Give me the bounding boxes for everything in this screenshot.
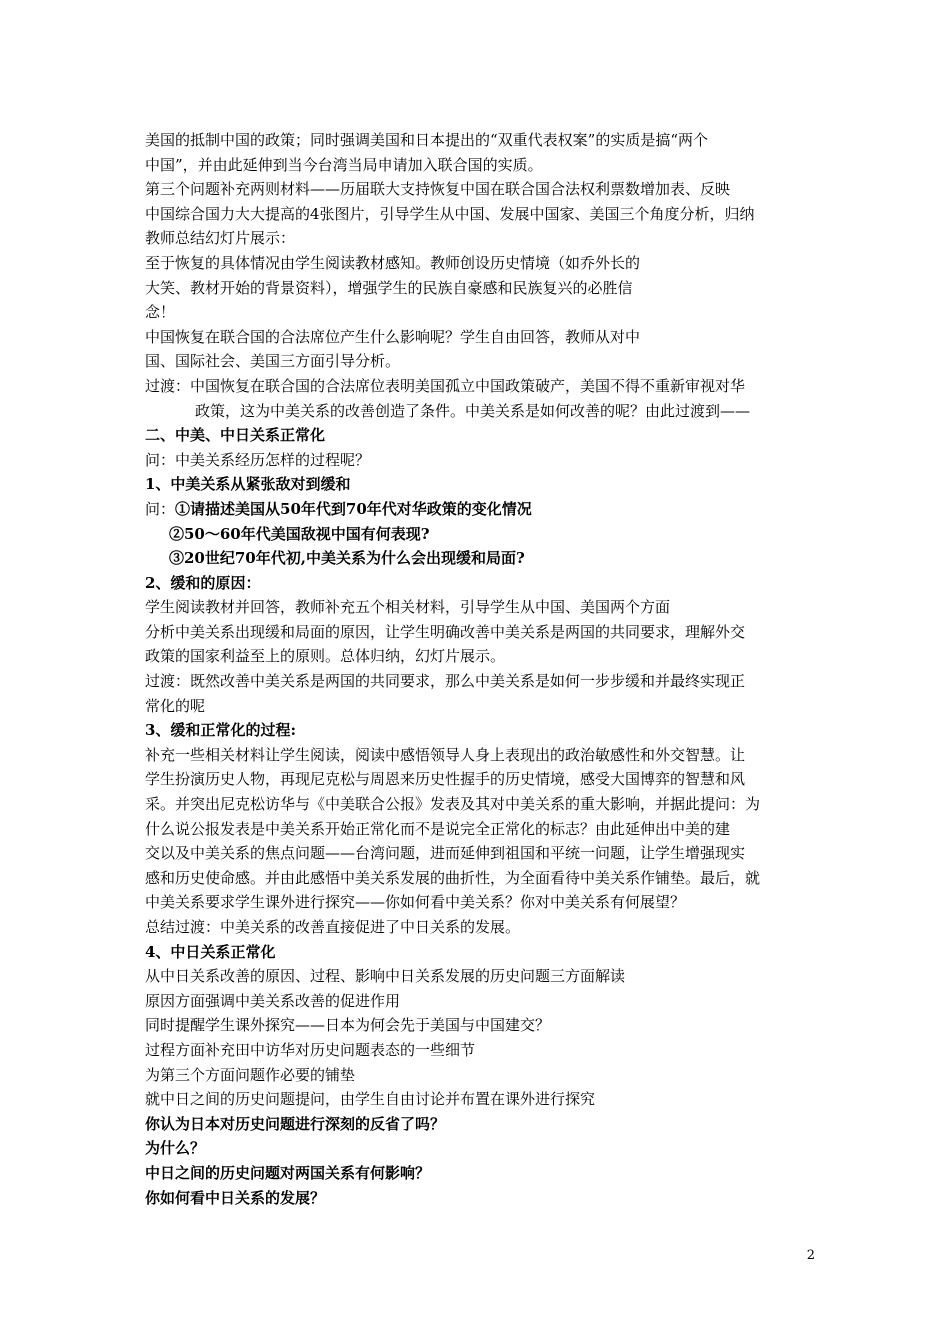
text-line: 中国恢复在联合国的合法席位产生什么影响呢？学生自由回答，教师从对中: [145, 327, 641, 346]
line-prefix: 问：: [145, 499, 176, 518]
heading-line: 你如何看中日关系的发展？: [145, 1188, 326, 1207]
text-line: 美国的抵制中国的政策；同时强调美国和日本提出的“双重代表权案”的实质是搞“两个: [145, 131, 709, 149]
heading-line: 为什么？: [145, 1139, 206, 1158]
heading-line: 中日之间的历史问题对两国关系有何影响？: [145, 1163, 431, 1182]
text-line: 补充一些相关材料让学生阅读，阅读中感悟领导人身上表现出的政治敏感性和外交智慧。让: [145, 745, 746, 764]
text-line: 大笑、教材开始的背景资料），增强学生的民族自豪感和民族复兴的必胜信: [145, 278, 633, 297]
text-line: 第三个问题补充两则材料——历届联大支持恢复中国在联合国合法权利票数增加表、反映: [145, 180, 731, 199]
text-line: 政策，这为中美关系的改善创造了条件。中美关系是如何改善的呢？由此过渡到——: [195, 401, 751, 420]
text-line: 过渡：中国恢复在联合国的合法席位表明美国孤立中国政策破产，美国不得不重新审视对华: [145, 376, 746, 395]
text-line: 从中日关系改善的原因、过程、影响中日关系发展的历史问题三方面解读: [145, 967, 626, 986]
heading-line: 二、中美、中日关系正常化: [145, 426, 326, 445]
text-line: 问：中美关系经历怎样的过程呢？: [145, 450, 371, 469]
page-number: 2: [806, 1248, 815, 1263]
heading-line: 1、中美关系从紧张敌对到缓和: [145, 475, 351, 494]
text-line: 常化的呢: [145, 696, 206, 715]
text-line: 学生扮演历史人物，再现尼克松与周恩来历史性握手的历史情境，感受大国博弈的智慧和风: [145, 770, 746, 789]
heading-line: 2、缓和的原因：: [145, 573, 261, 592]
text-line: 学生阅读教材并回答，教师补充五个相关材料，引导学生从中国、美国两个方面: [145, 598, 671, 617]
document-body: [145, 128, 815, 1210]
text-line: 中国综合国力大大提高的4张图片，引导学生从中国、发展中国家、美国三个角度分析，归纳: [145, 204, 755, 223]
text-line: 原因方面强调中美关系改善的促进作用: [145, 991, 401, 1010]
text-line: 什么说公报发表是中美关系开始正常化而不是说完全正常化的标志？由此延伸出中美的建: [145, 819, 731, 838]
text-line: [145, 497, 815, 522]
text-line: 念！: [145, 303, 176, 322]
text-line: 总结过渡：中美关系的改善直接促进了中日关系的发展。: [145, 918, 521, 936]
text-line: 过渡：既然改善中美关系是两国的共同要求，那么中美关系是如何一步步缓和并最终实现正: [145, 672, 746, 691]
heading-line: 你认为日本对历史问题进行深刻的反省了吗？: [145, 1114, 446, 1133]
text-line: 交以及中美关系的焦点问题——台湾问题，进而延伸到祖国和平统一问题，让学生增强现实: [145, 844, 746, 863]
text-line: 政策的国家利益至上的原则。总体归纳，幻灯片展示。: [145, 647, 506, 666]
text-line: 为第三个方面问题作必要的铺垫: [145, 1065, 356, 1084]
line-bold-part: ①请描述美国从50年代到70年代对华政策的变化情况: [175, 499, 532, 518]
text-line: 同时提醒学生课外探究——日本为何会先于美国与中国建交？: [145, 1016, 551, 1035]
heading-line: ②50～60年代美国敌视中国有何表现?: [169, 524, 430, 543]
text-line: 中美关系要求学生课外进行探究——你如何看中美关系？你对中美关系有何展望？: [145, 893, 686, 912]
text-line: 过程方面补充田中访华对历史问题表态的一些细节: [145, 1040, 476, 1059]
heading-line: 4、中日关系正常化: [145, 942, 276, 961]
heading-line: ③20世纪70年代初,中美关系为什么会出现缓和局面?: [169, 549, 525, 568]
text-line: 国、国际社会、美国三方面引导分析。: [145, 352, 401, 371]
text-line: 教师总结幻灯片展示：: [145, 229, 296, 248]
text-line: 分析中美关系出现缓和局面的原因，让学生明确改善中美关系是两国的共同要求，理解外交: [145, 622, 746, 641]
text-line: 中国”，并由此延伸到当今台湾当局申请加入联合国的实质。: [145, 155, 543, 174]
text-line: 就中日之间的历史问题提问，由学生自由讨论并布置在课外进行探究: [145, 1090, 596, 1109]
text-line: 至于恢复的具体情况由学生阅读教材感知。教师创设历史情境（如乔外长的: [145, 253, 641, 272]
heading-line: 3、缓和正常化的过程:: [145, 721, 296, 740]
text-line: 采。并突出尼克松访华与《中美联合公报》发表及其对中美关系的重大影响，并据此提问：为: [145, 795, 761, 814]
text-line: 感和历史使命感。并由此感悟中美关系发展的曲折性，为全面看待中美关系作铺垫。最后，就: [145, 868, 761, 887]
